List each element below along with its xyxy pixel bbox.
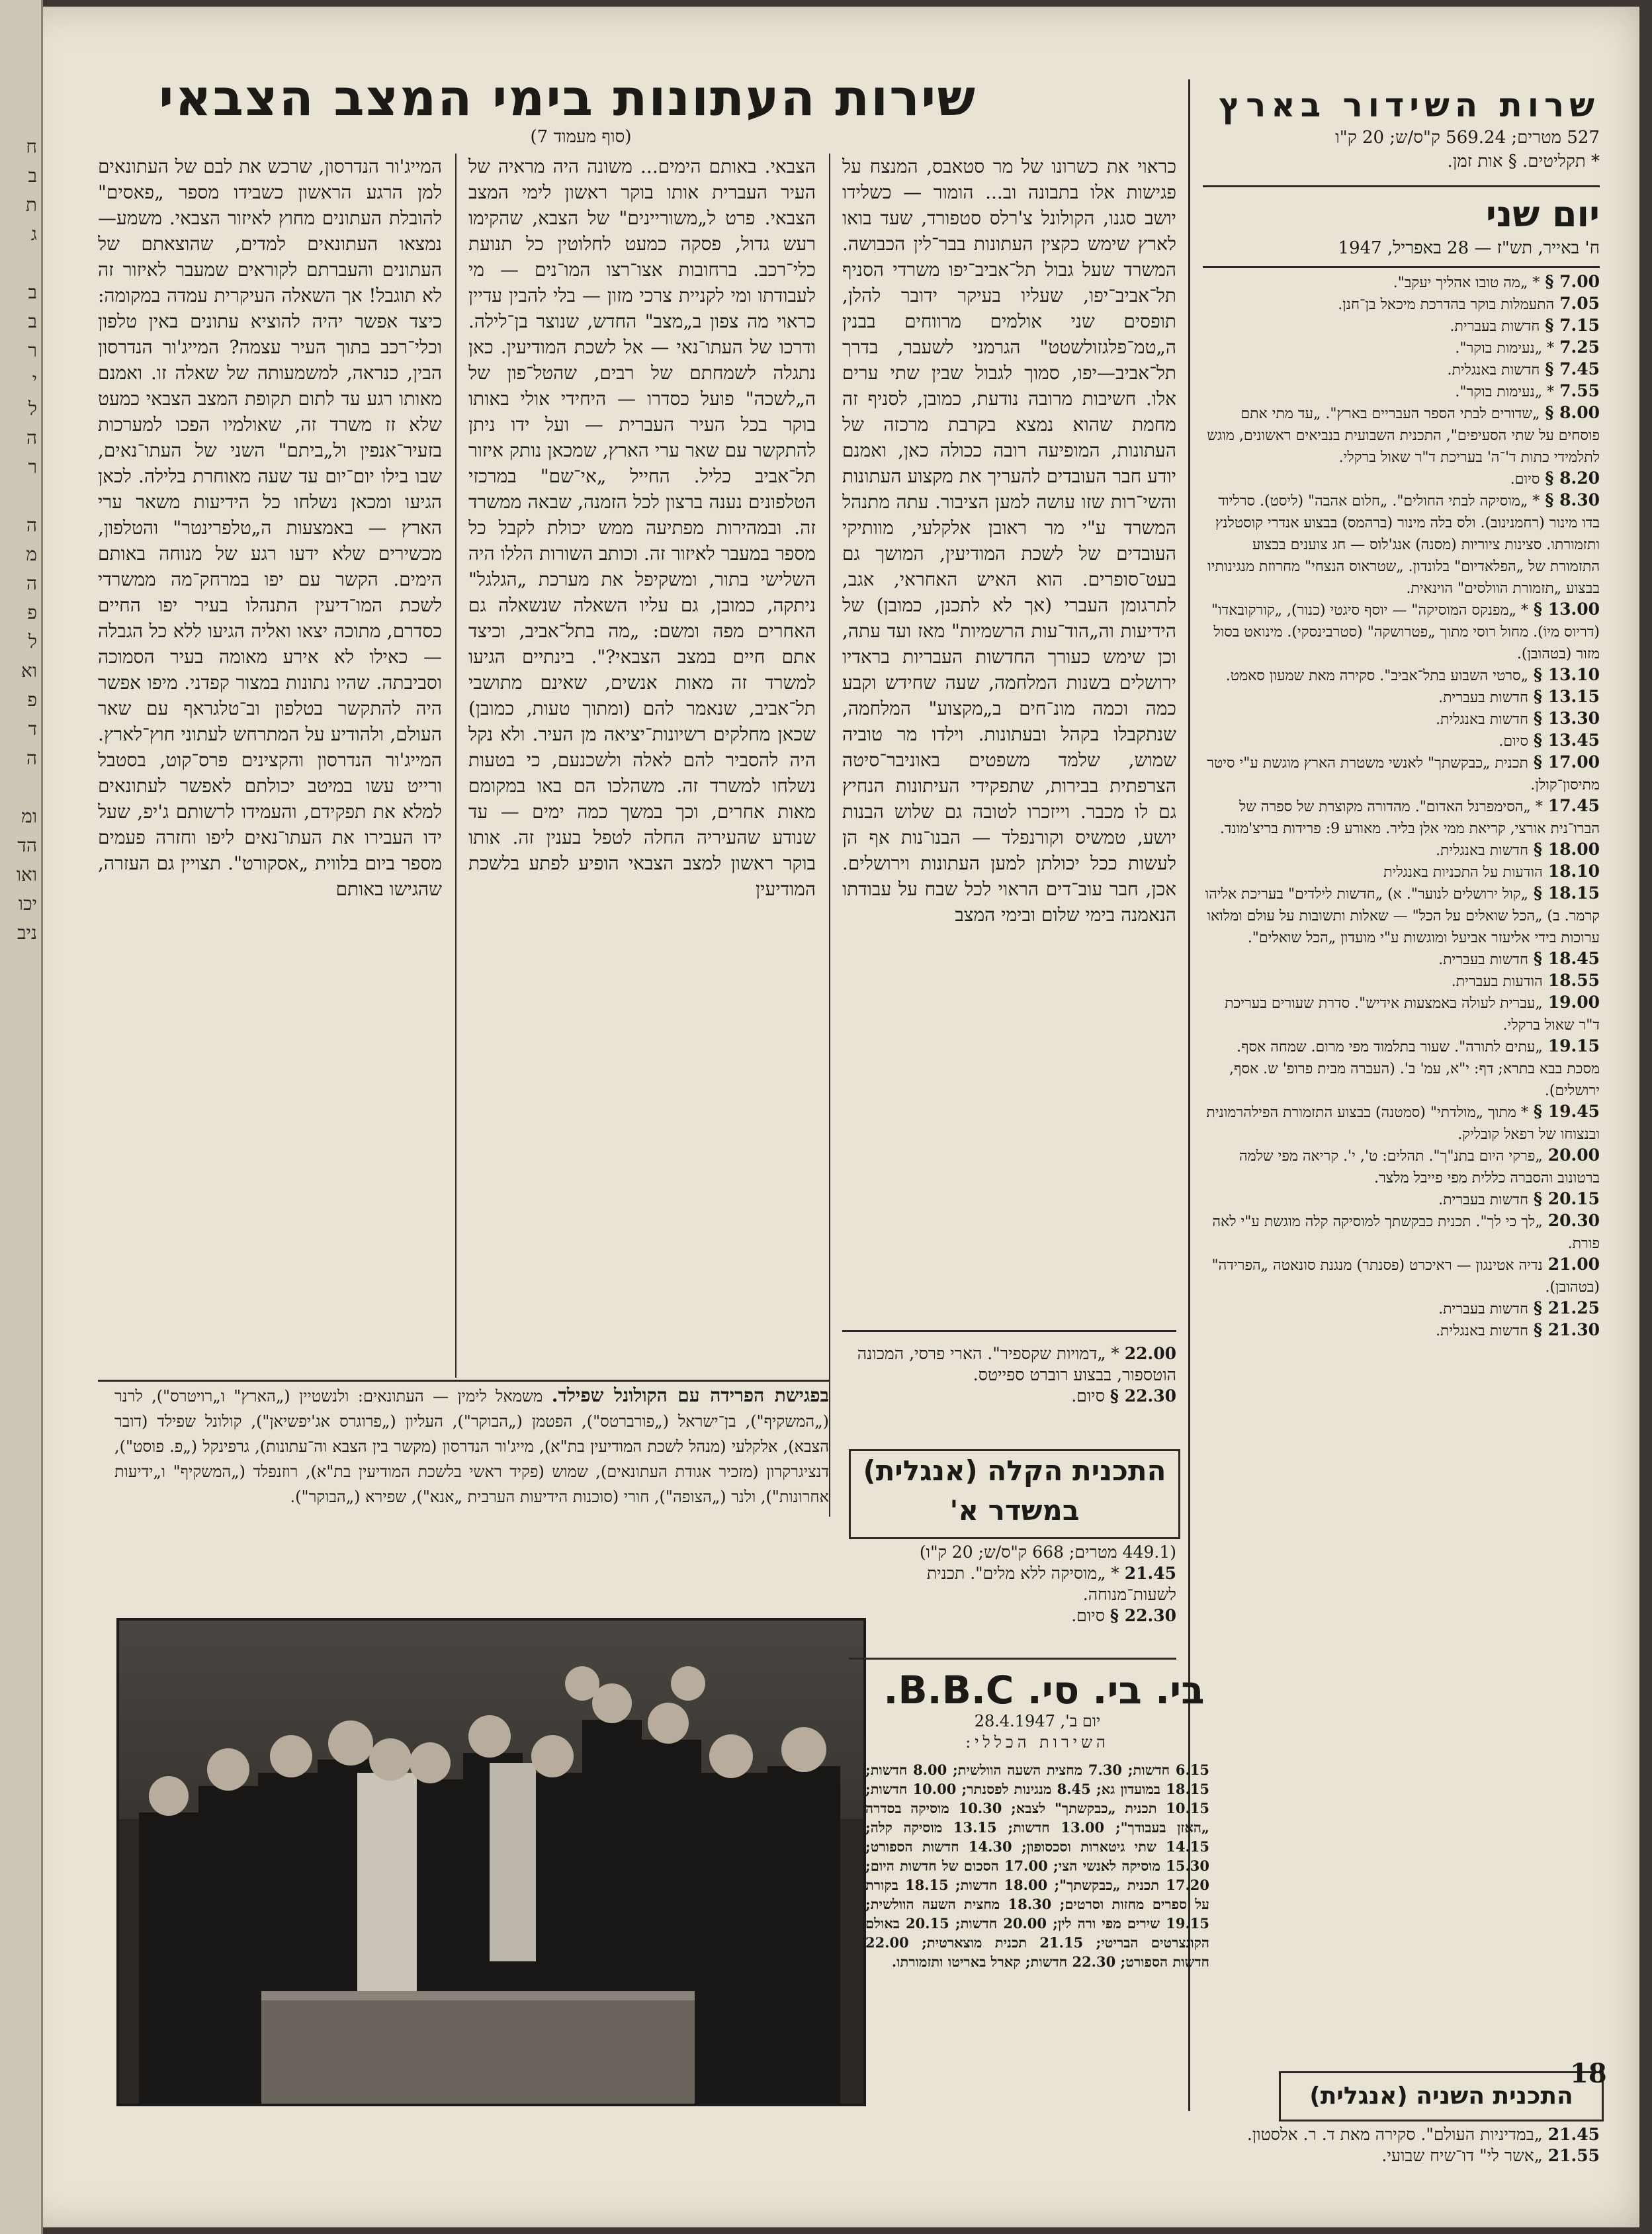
program-desc: „לך כי לך". תכנית כבקשתך למוסיקה קלה מוגשת ע"י לאה פורת. bbox=[1212, 1214, 1600, 1252]
program-time: 7.05 bbox=[1559, 294, 1600, 313]
program-item bbox=[849, 1563, 1176, 1605]
program-desc: חדשות בעברית. bbox=[1438, 1192, 1528, 1208]
program-time: 7.15 § bbox=[1545, 316, 1600, 335]
program-schedule bbox=[1203, 271, 1600, 2058]
program-desc: * „מפנקס המוסיקה" — יוסף סיגטי (כנור), „קורקובאדו" (דריוס מיוֹ). מחול רוסי מתוך „פטרושקה" (סטרבינסקי). מינואט בסול מזור (בטהובן). bbox=[1211, 602, 1600, 662]
light-program-subtitle: במשדר א' bbox=[949, 1494, 1080, 1527]
program-time: 21.45 bbox=[1547, 2125, 1600, 2144]
caption-rule bbox=[98, 1380, 829, 1382]
article-column-2-text: הצבאי. באותם הימים... משונה היה מראיה של העיר העברית אותו בוקר ראשון לימי המצב הצבאי. פרט ל„משוריינים" של הצבא, שהקימו רעש גדול, פסקה כמעט לחלוטין כל תנועת כלי־רכב. ברחובות אצו־רצו המו־נים — מי לעבודתו ומי לקניית צרכי מזון — בלי להבין עדיין כראוי מה צפון ב„מצב" החדש, שנוצר בן־לילה. ודרכו של העתו־נאי — אל לשכת המודיעין. כאן נתגלה לשמחתם של רבים, שהטל־פון של ה„לשכה" פועל כסדרו — היחידי אולי באותו בוקר בכל העיר העברית — ועל ידו ניתן להתקשר עם שאר ערי הארץ, שמכאן נותק איזור תל־אביב כליל. החייל „אי־שם" במרכזי הטלפונים נענה ברצון לכל הזמנה, שבאה ממשרד זה. ובמהירות מפתיעה ממש יכולת לקבל כל מספר במעבר לאיזור זה. וכותב השורות הללו היה השלישי בתור, ומשקיפל את מערכת „הגלגל" ניתקה, כמובן, גם עליו השאלה שנשאלה גם האחרים מפה ומשם: „מה בתל־אביב, וכיצד אתם חיים במצב הצבאי?". בינתיים הגיעו למשרד זה מאות אנשים, שאינם מתושבי תל־אביב, שנאמר להם (ומתוך טעות, כמובן) שכאן מחלקים רשיונות־יציאה מן העיר. ולא נקל היה להסביר להם לאלה ולשכנעם, כי בטעות נשלחו למשרד זה. משהלכו הם באו במקומם מאות אחרים, וכך במשך כמה ימים — עד שנודע שהעיריה החלה לטפל בענין זה. אותו בוקר ראשון למצב הצבאי הופיע לפתע בלשכת המודיעין bbox=[468, 156, 816, 900]
program-time: 17.00 § bbox=[1533, 752, 1600, 772]
program-time: 7.25 bbox=[1559, 337, 1600, 357]
article-column-3 bbox=[98, 154, 442, 1364]
program-time: 18.15 § bbox=[1533, 883, 1600, 903]
broadcast-header: שרות השידור בארץ bbox=[1219, 86, 1600, 124]
program-desc: * „מוסיקה לבתי החולים". „חלום אהבה" (ליסט). סרליוד בדו מינור (רחמנינוב). ולס בלה מינור (ברהמס) בבצוע אנדרי קוסטלנץ ותזמורתו. סצינות ציוריות (מסנה) אנג'לוס — חג צוענים בבצוע התזמורת של „הפלאדיום" בלונדון. „שטראוס הנצחי" מחרוזת מנגינותיו בבצוע „תזמורת הוולסים" הוינאית. bbox=[1207, 493, 1600, 597]
program-item bbox=[1203, 752, 1600, 795]
program-time: 19.15 bbox=[1547, 1036, 1600, 1055]
bbc-title: בי. בי. סי. B.B.C. bbox=[883, 1668, 1205, 1713]
program-desc: חדשות באנגלית. bbox=[1436, 1323, 1528, 1339]
program-desc: סיום. bbox=[1071, 1606, 1105, 1625]
section-rule bbox=[1203, 266, 1600, 268]
program-time: 7.45 § bbox=[1545, 359, 1600, 379]
program-item bbox=[1203, 293, 1600, 315]
bbc-schedule: 6.15 חדשות; 7.30 מחצית השעה הוולשית; 8.00 חדשות; 18.15 במועדון גא; 8.45 מנגינות לפסנתר; 10.00 חדשות; 10.15 תכנית „כבקשתך" לצבא; 10.30 מוסיקה בסדרה „האזן בעבודך"; 13.00 חדשות; 13.15 מוסיקה קלה; 14.15 שתי גיטארות וסכסופון; 14.30 חדשות הספורט; 15.30 מוסיקה לאנשי הצי; 17.00 הסכום של חדשות היום; 17.20 תכנית „כבקשתך"; 18.00 חדשות; 18.15 בקורת על ספרים מחזות וסרטים; 18.30 מחצית השעה הוולשית; 19.15 שירים מפי ורה לין; 20.00 חדשות; 20.15 באולם הקונצרטים הבריטי; 21.15 תכנית מוצארטית; 22.00 חדשות הספורט; 22.30 חדשות; קארל באריטו ותזמורתו. bbox=[865, 1762, 1209, 1970]
bbc-date: יום ב', 28.4.1947 bbox=[974, 1712, 1101, 1730]
program-desc: הודעות על התכניות באנגלית bbox=[1383, 864, 1543, 881]
program-item bbox=[846, 1386, 1176, 1407]
program-item bbox=[1203, 992, 1600, 1036]
program-desc: „שדורים לבתי הספר העבריים בארץ". „עד מתי אתם פוסחים על שתי הסעיפים", התכנית השבועית בנביאים ראשונים, מוגש לתלמידי כתות ד'־ה' בעריכת ד"ר שאול ברקלי. bbox=[1207, 406, 1600, 466]
program-item bbox=[1203, 708, 1600, 730]
article-column-2 bbox=[468, 154, 816, 1378]
light-program-list bbox=[849, 1542, 1176, 1648]
program-time: 18.10 bbox=[1547, 862, 1600, 881]
program-item bbox=[1203, 664, 1600, 686]
program-time: 8.30 § bbox=[1545, 490, 1600, 510]
program-item bbox=[1203, 380, 1600, 402]
program-time: 22.30 § bbox=[1109, 1386, 1176, 1406]
program-desc: סיום. bbox=[1510, 471, 1540, 488]
program-item bbox=[1203, 1210, 1600, 1254]
evening-program-list bbox=[846, 1343, 1176, 1443]
magazine-page bbox=[19, 7, 1639, 2227]
program-item bbox=[1203, 2145, 1600, 2167]
section-rule bbox=[1203, 185, 1600, 187]
group-photo-image bbox=[119, 1621, 863, 2104]
program-time: 21.30 § bbox=[1533, 1320, 1600, 1339]
column-rule bbox=[829, 154, 830, 1517]
program-time: 18.00 § bbox=[1533, 840, 1600, 859]
broadcast-frequency: 527 מטרים; 569.24 ק"ס/ש; 20 ק"ו bbox=[1335, 128, 1600, 148]
program-desc: חדשות באנגלית. bbox=[1436, 711, 1528, 728]
program-item bbox=[1203, 2124, 1600, 2145]
program-time: 8.20 § bbox=[1545, 469, 1600, 488]
program-item bbox=[846, 1343, 1176, 1386]
program-item bbox=[1203, 1319, 1600, 1341]
program-time: 21.45 bbox=[1124, 1564, 1176, 1583]
second-program-box bbox=[1279, 2071, 1604, 2122]
light-program-title: התכנית הקלה (אנגלית) bbox=[863, 1454, 1166, 1487]
program-item bbox=[1203, 970, 1600, 992]
program-time: 20.00 bbox=[1547, 1145, 1600, 1165]
light-program-meta: (449.1 מטרים; 668 ק"ס/ש; 20 ק"ו) bbox=[919, 1542, 1176, 1562]
second-program-title: התכנית השניה (אנגלית) bbox=[1309, 2082, 1573, 2110]
program-time: 13.15 § bbox=[1533, 687, 1600, 706]
photo-caption bbox=[114, 1383, 829, 1608]
program-item bbox=[1203, 730, 1600, 752]
program-item bbox=[1203, 839, 1600, 861]
caption-lead: בפגישת הפרידה עם הקולונל שפילד. bbox=[551, 1384, 829, 1406]
program-desc: חדשות בעברית. bbox=[1438, 690, 1528, 706]
light-program-box bbox=[849, 1449, 1180, 1539]
program-item bbox=[1203, 402, 1600, 468]
day-date: ח' באייר, תש"ז — 28 באפריל, 1947 bbox=[1338, 238, 1600, 258]
program-desc: * „נעימות בוקר". bbox=[1455, 384, 1555, 400]
previous-page-edge bbox=[0, 0, 43, 2234]
article-column-1 bbox=[842, 154, 1176, 1331]
program-time: 7.00 § bbox=[1545, 272, 1600, 291]
caption-text: משמאל לימין — העתונאים: ולנשטיין („הארץ" ו„רויטרס"), לרנר („המשקיף"), בן־ישראל („פורברטס"), הפטמן („הבוקר"), העליון („פרוגרס אג'יפשיאן"), קולונל שפילד (דובר הצבא), אלקלעי (מנהל לשכת המודיעין בת"א), מייג'ור הנדרסון (מקשר בין הצבא וה־עתונות), גרפינקל („פ. פוסט"), דנציגרקרון (מזכיר אגודת העתונאים), שמוש (פקיד ראשי בלשכת המודיעין בת"א), רוזנפלד („המשקיף" ו„ידיעות אחרונות"), ולנר („הצופה"), חורי (סוכנות הידיעות הערבית „אנא"), שפירא („הבוקר"). bbox=[114, 1387, 829, 1506]
program-desc: * „מה טובו אהליך יעקב". bbox=[1393, 275, 1540, 291]
program-time: 18.45 § bbox=[1533, 949, 1600, 968]
program-time: 21.55 bbox=[1547, 2146, 1600, 2165]
program-desc: חדשות בעברית. bbox=[1438, 952, 1528, 968]
program-time: 18.55 bbox=[1547, 971, 1600, 990]
broadcast-legend: * תקליטים. § אות זמן. bbox=[1447, 152, 1600, 171]
program-time: 8.00 § bbox=[1545, 403, 1600, 422]
program-item bbox=[1203, 1145, 1600, 1188]
program-desc: סיום. bbox=[1499, 733, 1528, 750]
page-number: 18 bbox=[1570, 2058, 1607, 2089]
program-item bbox=[1203, 1036, 1600, 1101]
program-desc: חדשות באנגלית. bbox=[1436, 842, 1528, 859]
program-desc: * „נעימות בוקר". bbox=[1455, 340, 1555, 357]
program-item bbox=[1203, 337, 1600, 359]
second-program-list bbox=[1203, 2124, 1600, 2167]
article-headline: שירות העתונות בימי המצב הצבאי bbox=[158, 68, 977, 127]
program-item bbox=[1203, 861, 1600, 883]
article-column-1-text: כראוי את כשרונו של מר סטאבס, המנצח על פגישות אלו בתבונה וב... הומור — כשלידו יושב סגנו, הקולונל צ'רלס סטפורד, שעד בואו לארץ שימש כקצין העתונות בבר־לין הכבושה. המשרד שעל גבול תל־אביב־יפו משרדי הסניף תל־אביב־יפו, שעליו בעיקר ידובר להלן, תופסים שני אולמים מרווחים בבנין ה„טמ־פלגזולשטט" הגרמני לשעבר, בדרך תל־אביב—יפו, סמוך לגבול שבין שתי ערים אלו. חשיבות מרובה נודעת, כמובן, לסניף זה מחמת שהוא נמצא בקרבת מרכזה של העתונות, המופיעה רובה ככולה כאן, ואמנם יודע חבר העובדים להעריך את מקצוע העתונות והשי־רות שזו עושה למען הציבור. עתה מתנהל המשרד ע"י מר ראובן אלקלעי, מוותיקי העובדים של לשכת המודיעין, המושך גם בעט־סופרים. הוא האיש האחראי, אגב, לתרגומן העברי (אך לא לתכנן, כמובן) של הידיעות וה„הוד־עות הרשמיות" מאז ועד עתה, וכן שימש כעורך החדשות העבריות בראדיו ירושלים בשנות המלחמה, שעה שחידש וקבע כמה וכמה מונ־חים ב„מקצוע" המלחמה, שנתקבלו בקהל ובעתונות. וילדו מר טוביה שמוש, שלמד משפטים באוניבר־סיטה הצרפתית בבירות, שתפקידי העיתונות הנחיץ גם לו מכבר. וייזכרו לטובה גם שלוש הבנות יושע, טמשיס וקורנפלד — הבנו־נות אף הן לעשות ככל יכולתן למען העתונות וירושלים. אכן, חבר עוב־דים הראוי לכל שבח על עבודתו הנאמנה בימי שלום ובימי המצב bbox=[842, 156, 1176, 926]
program-desc: חדשות בעברית. bbox=[1450, 318, 1540, 335]
previous-page-fragments: ח ב ת ג ב ב ר י ל ה ר ה מ ה פ ל וא פ ד ה ומ הד ואו יכו ניב bbox=[16, 136, 37, 944]
column-rule bbox=[455, 154, 456, 1378]
program-desc: „קול ירושלים לנוער". א) „חדשות לילדים" בעריכת אליהו קרמר. ב) „הכל שואלים על הכל" — שאלות ותשובות על עולם ומלואו ערוכות בידי אליעזר אביעל ומוגשות ע"י מועדון „הכל שואלים". bbox=[1205, 886, 1600, 946]
program-desc: חדשות באנגלית. bbox=[1447, 362, 1540, 379]
program-item bbox=[1203, 315, 1600, 337]
bbc-service: השירות הכללי: bbox=[965, 1733, 1109, 1752]
program-item bbox=[849, 1605, 1176, 1627]
program-desc: נדיה אטינגון — ראיכרט (פסנתר) מנגנת סונאטה „הפרידה" (בטהובן). bbox=[1211, 1257, 1600, 1296]
program-item bbox=[1203, 359, 1600, 380]
program-item bbox=[1203, 1254, 1600, 1298]
section-rule bbox=[849, 1658, 1176, 1660]
program-item bbox=[1203, 686, 1600, 708]
program-item bbox=[1203, 948, 1600, 970]
program-time: 19.00 bbox=[1547, 993, 1600, 1012]
program-time: 20.30 bbox=[1547, 1211, 1600, 1230]
program-desc: * „הסימפרנל האדום". מהדורה מקוצרת של ספרה של הברו־נית אורצי, קריאת ממי אלן בליר. מאורע 9: פרידות בריצ'מונד. bbox=[1219, 799, 1600, 837]
section-rule bbox=[842, 1330, 1176, 1332]
program-time: 21.25 § bbox=[1533, 1298, 1600, 1318]
program-item bbox=[1203, 490, 1600, 599]
program-item bbox=[1203, 599, 1600, 664]
program-item bbox=[1203, 1101, 1600, 1145]
program-desc: חדשות בעברית. bbox=[1438, 1301, 1528, 1318]
bbc-date-block bbox=[865, 1711, 1209, 1753]
program-desc: תכנית „כבקשתך" לאנשי משטרת הארץ מוגשת ע"י סיטר מתיסון־קולן. bbox=[1207, 755, 1600, 793]
program-desc: * „דמויות שקספיר". הארי פרסי, המכונה הוטספור, בבצוע רוברט ספייטס. bbox=[857, 1344, 1176, 1384]
group-photo bbox=[116, 1618, 866, 2106]
program-time: 22.30 § bbox=[1109, 1606, 1176, 1625]
program-time: 22.00 bbox=[1124, 1344, 1176, 1363]
program-desc: „סרטי השבוע בתל־אביב". סקירה מאת שמעון סאמט. bbox=[1225, 668, 1528, 684]
program-time: 13.10 § bbox=[1533, 665, 1600, 684]
program-item bbox=[1203, 795, 1600, 839]
program-item bbox=[1203, 468, 1600, 490]
program-desc: * „מוסיקה ללא מלים". תכנית לשעות־מנוחה. bbox=[926, 1564, 1176, 1604]
program-time: 13.30 § bbox=[1533, 709, 1600, 728]
program-desc: „עתים לתורה". שעור בתלמוד מפי מרום. שמחה אסף. מסכת בבא בתרא; דף: י"א, עמ' ב'. (העברה מבית פרופ' ש. אסף, ירושלים). bbox=[1229, 1039, 1600, 1099]
article-column-3-text: המייג'ור הנדרסון, שרכש את לבם של העתונאים למן הרגע הראשון כשבידו מספר „פאסים" להובלת העתונים מחוץ לאיזור הצבאי. משמע—נמצאו העתונאים למדים, שהוצאתם של העתונים והעברתם לקוראים שמעבר לאיזור זה לא תוגבל! אך השאלה העיקרית עמדה במקומה: כיצד אפשר יהיה להוציא עתונים באין טלפון וכלי־רכב בתוך העיר עצמה? המייג'ור הנדרסון הבין, כנראה, למשמעותה של שאלה זו. ואמנם מאותו רגע עד לתום תקופת המצב הצבאי כמעט שלא זז משרד זה, שאולמיו הפכו למערכות בזעיר־אנפין ול„ביתם" השני של העתו־נאים, שבו בילו יום־יום עד שעה מאוחרת בלילה. לכאן הגיעו ומכאן נשלחו כל הידיעות משאר ערי הארץ — באמצעות ה„טלפרינטר" והטלפון, מכשירים שלא ידעו רגע של מנוחה באותם הימים. הקשר עם יפו במרחק־מה ממשרדי לשכת המו־דיעין התנהלו בעיר יפו החיים כסדרם, מתוכה יצאו ואליה הגיעו ללא כל הגבלה — כאילו לא אירע מאומה בעיר הסמוכה וסביבתה. שהיו נתונות במצור קפדני. מיפו אפשר היה להתקשר בטלפון וב־טלגראף עם שאר העולם, ולהודיע על המתרחש לעתוני חוץ־לארץ. המייג'ור הנדרסון והקצינים פרס־קוט, בסטבל ורייט עשו במיטב יכולתם לאפשר לעתונאים למלא את תפקידם, והעמידו לרשותם ג'יפ, שעל ידו העבירו את העתו־נאים ליפו וחזרה פעמים מספר ביום בלווית „אסקורט". תצויין גם העזרה, שהגישו באותם bbox=[98, 156, 442, 900]
program-desc: סיום. bbox=[1071, 1386, 1105, 1406]
program-item bbox=[1203, 883, 1600, 948]
program-time: 21.00 bbox=[1547, 1255, 1600, 1274]
day-title: יום שני bbox=[1485, 193, 1600, 235]
program-time: 20.15 § bbox=[1533, 1189, 1600, 1208]
program-item bbox=[1203, 271, 1600, 293]
program-time: 13.45 § bbox=[1533, 731, 1600, 750]
continuation-note: (סוף מעמוד 7) bbox=[530, 127, 632, 147]
program-desc: „במדיניות העולם". סקירה מאת ד. ר. אלסטון. bbox=[1246, 2125, 1543, 2144]
broadcast-meta bbox=[1203, 126, 1600, 173]
program-time: 17.45 bbox=[1547, 796, 1600, 815]
program-desc: „פרקי היום בתנ"ך". תהלים: ט', י'. קריאה מפי שלמה ברטונוב והסברה כללית מפי פייבל מלצר. bbox=[1239, 1148, 1600, 1186]
program-time: 19.45 § bbox=[1533, 1102, 1600, 1121]
program-desc: התעמלות בוקר בהדרכת מיכאל בן־חנן. bbox=[1338, 296, 1555, 313]
program-desc: הודעות בעברית. bbox=[1451, 973, 1543, 990]
program-item bbox=[1203, 1298, 1600, 1319]
program-time: 13.00 § bbox=[1533, 600, 1600, 619]
program-desc: „אשר לי" דו־שיח שבועי. bbox=[1381, 2146, 1543, 2165]
program-desc: „עברית לעולה באמצעות אידיש". סדרת שעורים בעריכת ד"ר שאול ברקלי. bbox=[1225, 995, 1600, 1034]
program-desc: * מתוך „מולדתי" (סמטנה) בבצוע התזמורת הפילהרמונית ובנצוחו של רפאל קובליק. bbox=[1206, 1104, 1600, 1143]
program-item bbox=[1203, 1188, 1600, 1210]
program-time: 7.55 bbox=[1559, 381, 1600, 400]
